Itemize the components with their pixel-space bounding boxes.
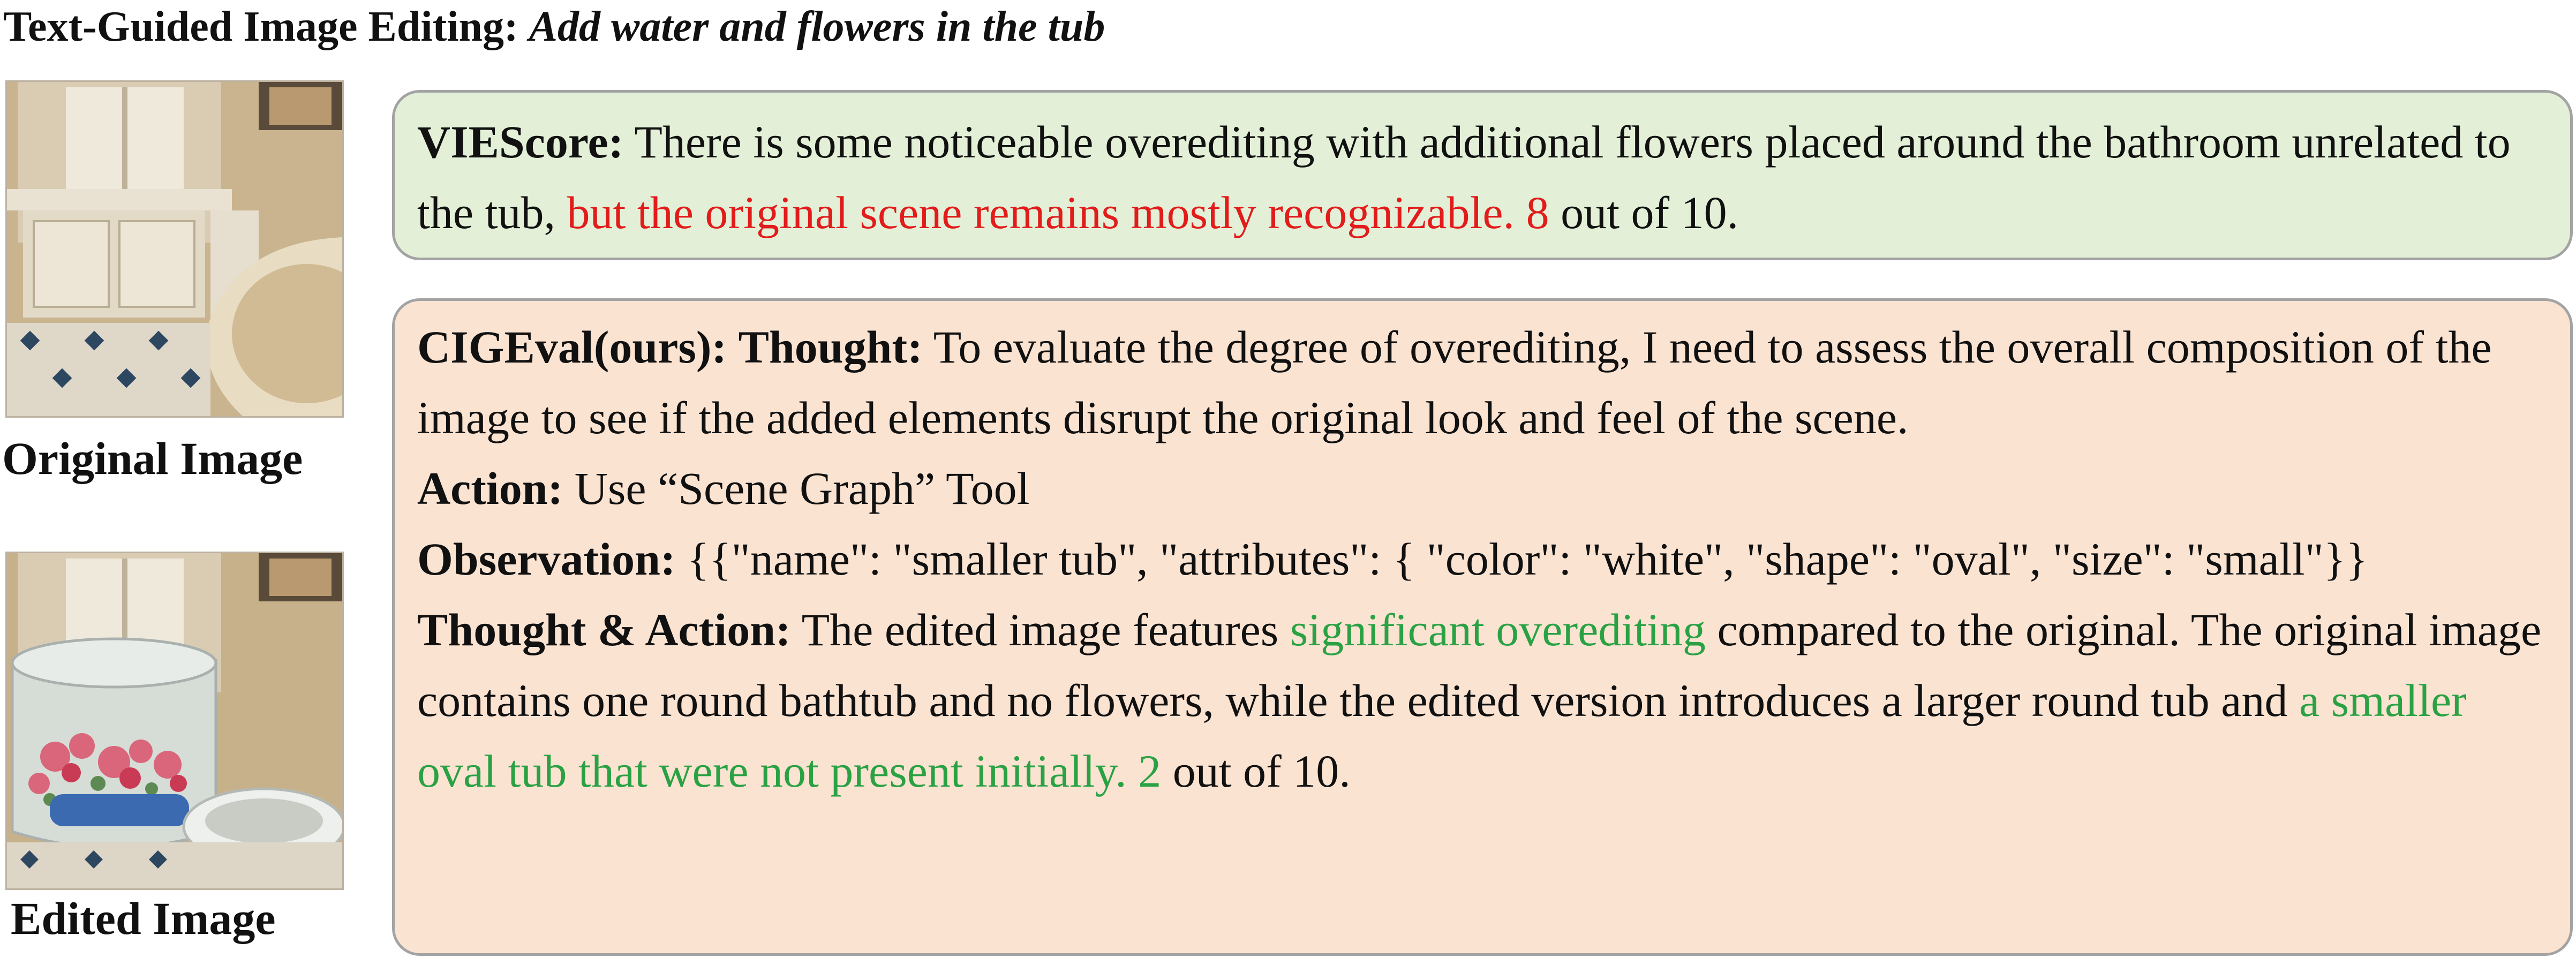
viescore-highlight: but the original scene remains mostly recognizable. [567,187,1515,238]
cigeval-observation-label: Observation: [417,533,676,585]
cigeval-thought-action-label: Thought & Action: [417,604,791,655]
cigeval-score: 2 [1138,745,1162,797]
cigeval-observation-text: {{"name": "smaller tub", "attributes": { "color": "white", "shape": "oval", "size": "small"}} [687,533,2368,585]
cigeval-thought-action-paragraph [417,594,2551,806]
viescore-box [392,90,2573,260]
cigeval-thought-text: To evaluate the degree of overediting, I need to assess the overall composition of the image to see if the added elements disrupt the original look and feel of the scene. [417,321,2492,443]
edited-image [5,552,344,890]
cigeval-ta-highlight-2: a smaller oval tub that were not present initially. [417,675,2467,797]
cigeval-label: CIGEval(ours): [417,321,727,373]
original-image-caption: Original Image [2,433,303,484]
edited-image-caption: Edited Image [11,893,276,944]
cigeval-action-text: Use “Scene Graph” Tool [574,463,1030,514]
title-instruction: Add water and flowers in the tub [529,3,1105,50]
cigeval-action-line [417,453,2551,524]
viescore-text [417,107,2551,248]
cigeval-observation-paragraph [417,524,2551,594]
viescore-score: 8 [1526,187,1549,238]
cigeval-ta-text-1: The edited image features [801,604,1279,655]
title-prefix: Text-Guided Image Editing: [3,3,518,50]
cigeval-score-suffix: out of 10. [1172,745,1351,797]
viescore-label: VIEScore: [417,116,624,168]
viescore-body: There is some noticeable overediting with additional flowers placed around the bathroom unrelated to the tub, [417,116,2511,238]
viescore-score-suffix: out of 10. [1561,187,1739,238]
cigeval-text [417,312,2551,806]
cigeval-box [392,298,2573,956]
original-image [5,80,344,418]
cigeval-thought-paragraph [417,312,2551,453]
cigeval-ta-highlight-1: significant overediting [1290,604,1706,655]
cigeval-action-label: Action: [417,463,563,514]
figure-title [3,1,1105,52]
cigeval-thought-label: Thought: [738,321,923,373]
cigeval-ta-text-2: compared to the original. The original image contains one round bathtub and no flowers, while the edited version introduces a larger round tub and [417,604,2542,726]
